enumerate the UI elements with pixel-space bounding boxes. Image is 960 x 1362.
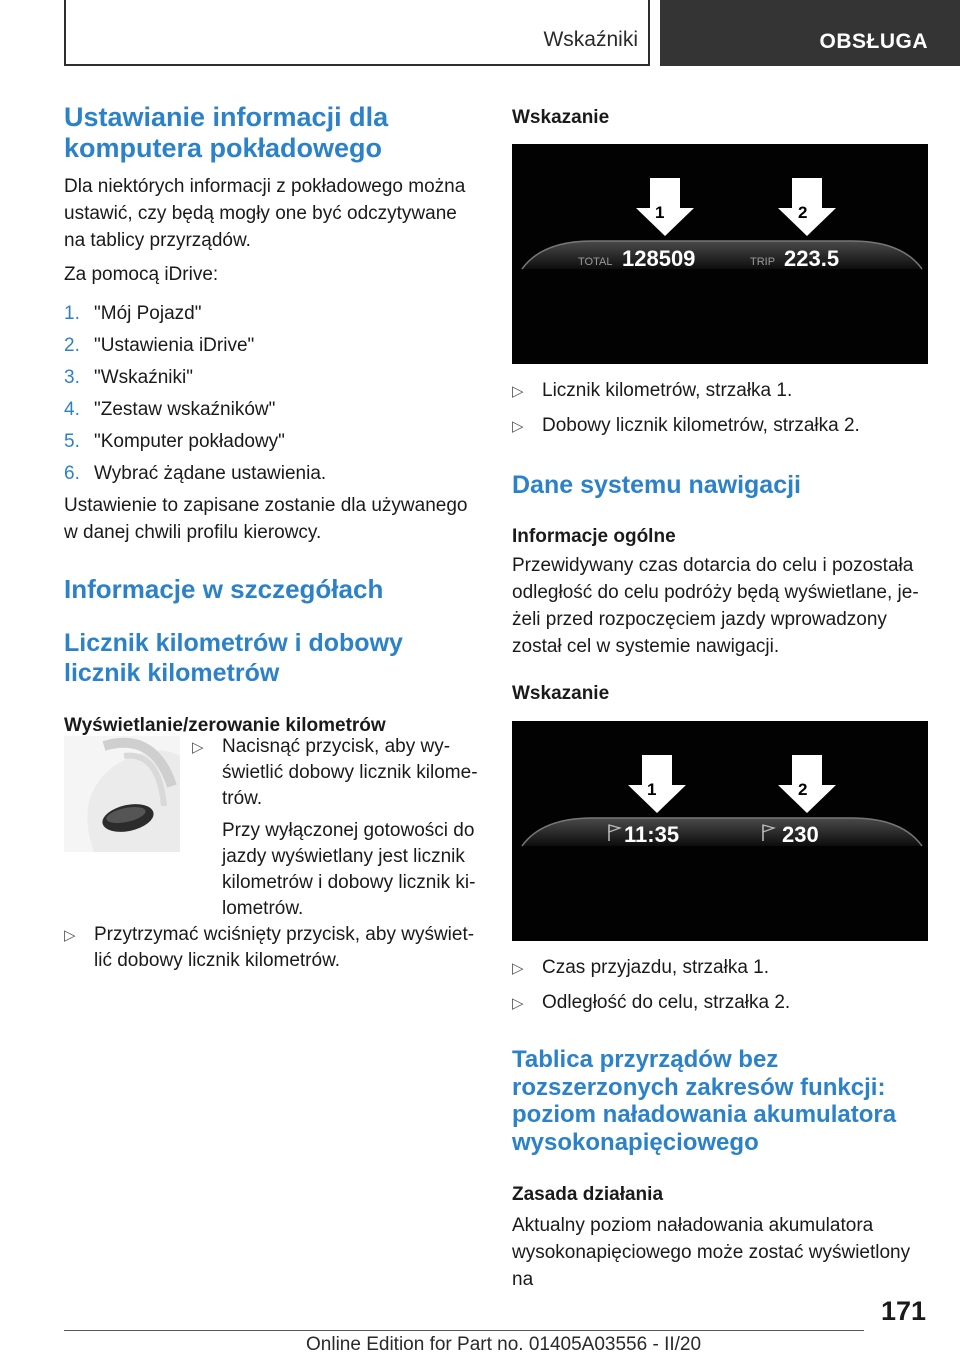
section-title: Wskaźniki	[543, 28, 638, 51]
reset-button-photo	[64, 736, 180, 852]
step-number: 6.	[64, 463, 80, 484]
arrow-number-2: 2	[798, 780, 808, 799]
chapter-tab	[660, 0, 960, 66]
heading-display-1: Wskazanie	[512, 107, 610, 128]
step-text: "Ustawienia iDrive"	[94, 335, 255, 356]
list-item	[64, 300, 476, 327]
distance-value: 230	[782, 822, 819, 847]
total-value: 128509	[622, 246, 696, 271]
step-number: 2.	[64, 335, 80, 356]
list-item	[64, 428, 476, 455]
step-text: Wybrać żądane ustawienia.	[94, 463, 327, 484]
bullet-text: Odległość do celu, strzałka 2.	[542, 992, 791, 1013]
step-text: "Mój Pojazd"	[94, 303, 202, 324]
list-item	[64, 460, 476, 487]
list-item	[512, 378, 928, 405]
heading-instrument-panel: Tablica przyrządów bez rozszerzonych zakresów funkcji: poziom naładowania akumulatora wysokonapięciowego	[512, 1046, 897, 1156]
list-item	[64, 332, 476, 359]
chapter-title: OBSŁUGA	[819, 30, 928, 53]
ready-paragraph: Przy wyłączonej gotowości do jazdy wyświetlany jest licznik kilometrów i dobowy licznik kilometrów.	[222, 820, 476, 919]
odometer-bullets	[512, 378, 928, 440]
list-item	[512, 990, 928, 1017]
heading-display-2: Wskazanie	[512, 683, 610, 704]
heading-details: Informacje w szczegółach	[64, 574, 384, 604]
triangle-bullet-icon: ▷	[512, 418, 524, 435]
intro-paragraph: Dla niektórych informacji z pokładowego można ustawić, czy będą mogły one być odczytywane na tablicy przyrządów.	[64, 176, 466, 251]
step-number: 3.	[64, 367, 80, 388]
right-column	[512, 100, 928, 1290]
settings-steps-list	[64, 300, 476, 487]
footer-edition	[306, 1334, 701, 1356]
step-number: 1.	[64, 303, 80, 324]
heading-odometer: Licznik kilometrów i dobowy licznik kilometrów	[64, 629, 403, 687]
page-header	[64, 0, 960, 66]
step-text: "Komputer pokładowy"	[94, 431, 285, 452]
navigation-bullets	[512, 955, 928, 1017]
page-number: 171	[880, 1296, 926, 1326]
press-bullet-list	[192, 734, 478, 812]
list-item	[64, 396, 476, 423]
bullet-text: Dobowy licznik kilometrów, strzałka 2.	[542, 415, 860, 436]
triangle-bullet-icon: ▷	[512, 383, 524, 400]
bullet-text: Licznik kilometrów, strzałka 1.	[542, 380, 793, 401]
bullet-text: Nacisnąć przycisk, aby wyświetlić dobowy licznik kilometrów.	[222, 736, 478, 809]
heading-principle: Zasada działania	[512, 1184, 664, 1205]
step-number: 4.	[64, 399, 80, 420]
arrow-number-1: 1	[655, 203, 665, 222]
step-text: "Zestaw wskaźników"	[94, 399, 276, 420]
arrow-number-2: 2	[798, 203, 808, 222]
step-number: 5.	[64, 431, 80, 452]
bullet-text: Przytrzymać wciśnięty przycisk, aby wyświetlić dobowy licznik kilometrów.	[94, 924, 475, 971]
saved-paragraph: Ustawienie to zapisane zostanie dla używanego w danej chwili profilu kierowcy.	[64, 495, 468, 543]
left-column	[64, 100, 478, 971]
triangle-bullet-icon: ▷	[192, 739, 204, 756]
trip-label: TRIP	[750, 256, 776, 268]
footer-divider	[64, 1330, 864, 1331]
heading-general: Informacje ogólne	[512, 526, 676, 547]
triangle-bullet-icon: ▷	[512, 995, 524, 1012]
hold-bullet-list	[64, 922, 478, 974]
odometer-display-image	[512, 144, 928, 364]
list-item	[64, 922, 478, 974]
triangle-bullet-icon: ▷	[64, 927, 76, 944]
trip-value: 223.5	[784, 246, 840, 271]
list-item	[512, 413, 928, 440]
navigation-paragraph: Przewidywany czas dotarcia do celu i pozostała odległość do celu podróży będą wyświetlane, jeżeli przed rozpoczęciem jazdy wprowadzony został cel w systemie nawigacji.	[512, 555, 919, 657]
idrive-paragraph: Za pomocą iDrive:	[64, 264, 219, 285]
heading-reset: Wyświetlanie/zerowanie kilometrów	[64, 715, 386, 736]
section-tab	[64, 0, 650, 66]
bullet-text: Czas przyjazdu, strzałka 1.	[542, 957, 770, 978]
button-illustration	[64, 736, 180, 852]
navigation-display-image	[512, 721, 928, 941]
list-item	[192, 734, 478, 812]
arrow-number-1: 1	[647, 780, 657, 799]
total-label: TOTAL	[578, 256, 613, 268]
list-item	[512, 955, 928, 982]
step-text: "Wskaźniki"	[94, 367, 193, 388]
list-item	[64, 364, 476, 391]
heading-trip-computer-settings: Ustawianie informacji dla komputera pokładowego	[64, 102, 389, 163]
triangle-bullet-icon: ▷	[512, 960, 524, 977]
arrival-time-value: 11:35	[624, 822, 680, 847]
panel-paragraph: Aktualny poziom naładowania akumulatora wysokonapięciowego może zostać wyświetlony na	[512, 1215, 911, 1290]
edition-text: Online Edition for Part no. 01405A03556 - II/20	[306, 1334, 702, 1355]
heading-navigation: Dane systemu nawigacji	[512, 471, 802, 499]
